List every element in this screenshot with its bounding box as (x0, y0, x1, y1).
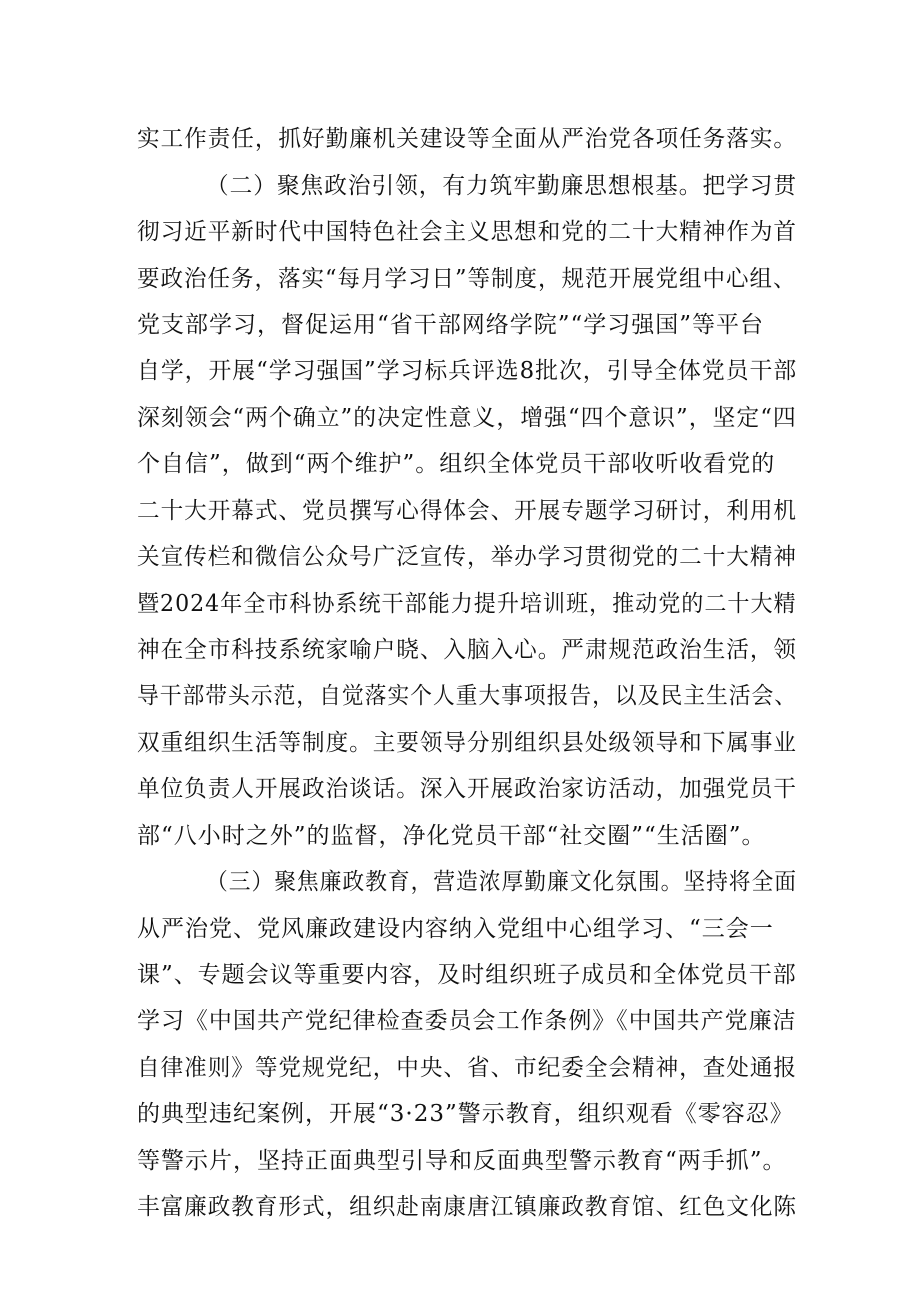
text-line: 学习《中国共产党纪律检查委员会工作条例》《中国共产党廉洁 (137, 1008, 797, 1034)
text-line: 等警示片，坚持正面典型引导和反面典型警示教育“两手抓”。 (137, 1148, 787, 1174)
text-line: 暨2024年全市科协系统干部能力提升培训班，推动党的二十大精 (137, 591, 797, 617)
text-line: 神在全市科技系统家喻户晓、入脑入心。严肃规范政治生活，领 (137, 637, 797, 663)
text-line: 深刻领会“两个确立”的决定性意义，增强“四个意识”，坚定“四 (137, 405, 797, 431)
text-line: 双重组织生活等制度。主要领导分别组织县处级领导和下属事业 (137, 730, 797, 756)
text-line: 自律准则》等党规党纪，中央、省、市纪委全会精神，查处通报 (137, 1055, 797, 1081)
text-line: 导干部带头示范，自觉落实个人重大事项报告，以及民主生活会、 (137, 683, 797, 709)
text-line: 课”、专题会议等重要内容，及时组织班子成员和全体党员干部 (137, 962, 797, 988)
text-line: 的典型违纪案例，开展“3·23”警示教育，组织观看《零容忍》 (137, 1101, 794, 1127)
text-line: 个自信”，做到“两个维护”。组织全体党员干部收听收看党的 (137, 451, 776, 477)
text-line: 部“八小时之外”的监督，净化党员干部“社交圈”“生活圈”。 (137, 823, 766, 849)
text-line: 自学，开展“学习强国”学习标兵评选8批次，引导全体党员干部 (137, 358, 798, 384)
section-heading-line: （二）聚焦政治引领，有力筑牢勤廉思想根基。把学习贯 (206, 173, 797, 199)
text-line: 要政治任务，落实“每月学习日”等制度，规范开展党组中心组、 (137, 266, 797, 292)
text-line: 彻习近平新时代中国特色社会主义思想和党的二十大精神作为首 (137, 219, 797, 245)
text-line: 党支部学习，督促运用“省干部网络学院”“学习强国”等平台 (137, 312, 765, 338)
text-line: 从严治党、党风廉政建设内容纳入党组中心组学习、“三会一 (137, 916, 774, 942)
text-line: 关宣传栏和微信公众号广泛宣传，举办学习贯彻党的二十大精神 (137, 544, 797, 570)
text-line: 二十大开幕式、党员撰写心得体会、开展专题学习研讨，利用机 (137, 498, 797, 524)
section-heading-line: （三）聚焦廉政教育，营造浓厚勤廉文化氛围。坚持将全面 (206, 869, 797, 895)
text-line: 实工作责任，抓好勤廉机关建设等全面从严治党各项任务落实。 (137, 126, 797, 152)
text-line: 单位负责人开展政治谈话。深入开展政治家访活动，加强党员干 (137, 776, 797, 802)
text-line: 丰富廉政教育形式，组织赴南康唐江镇廉政教育馆、红色文化陈 (137, 1194, 797, 1220)
